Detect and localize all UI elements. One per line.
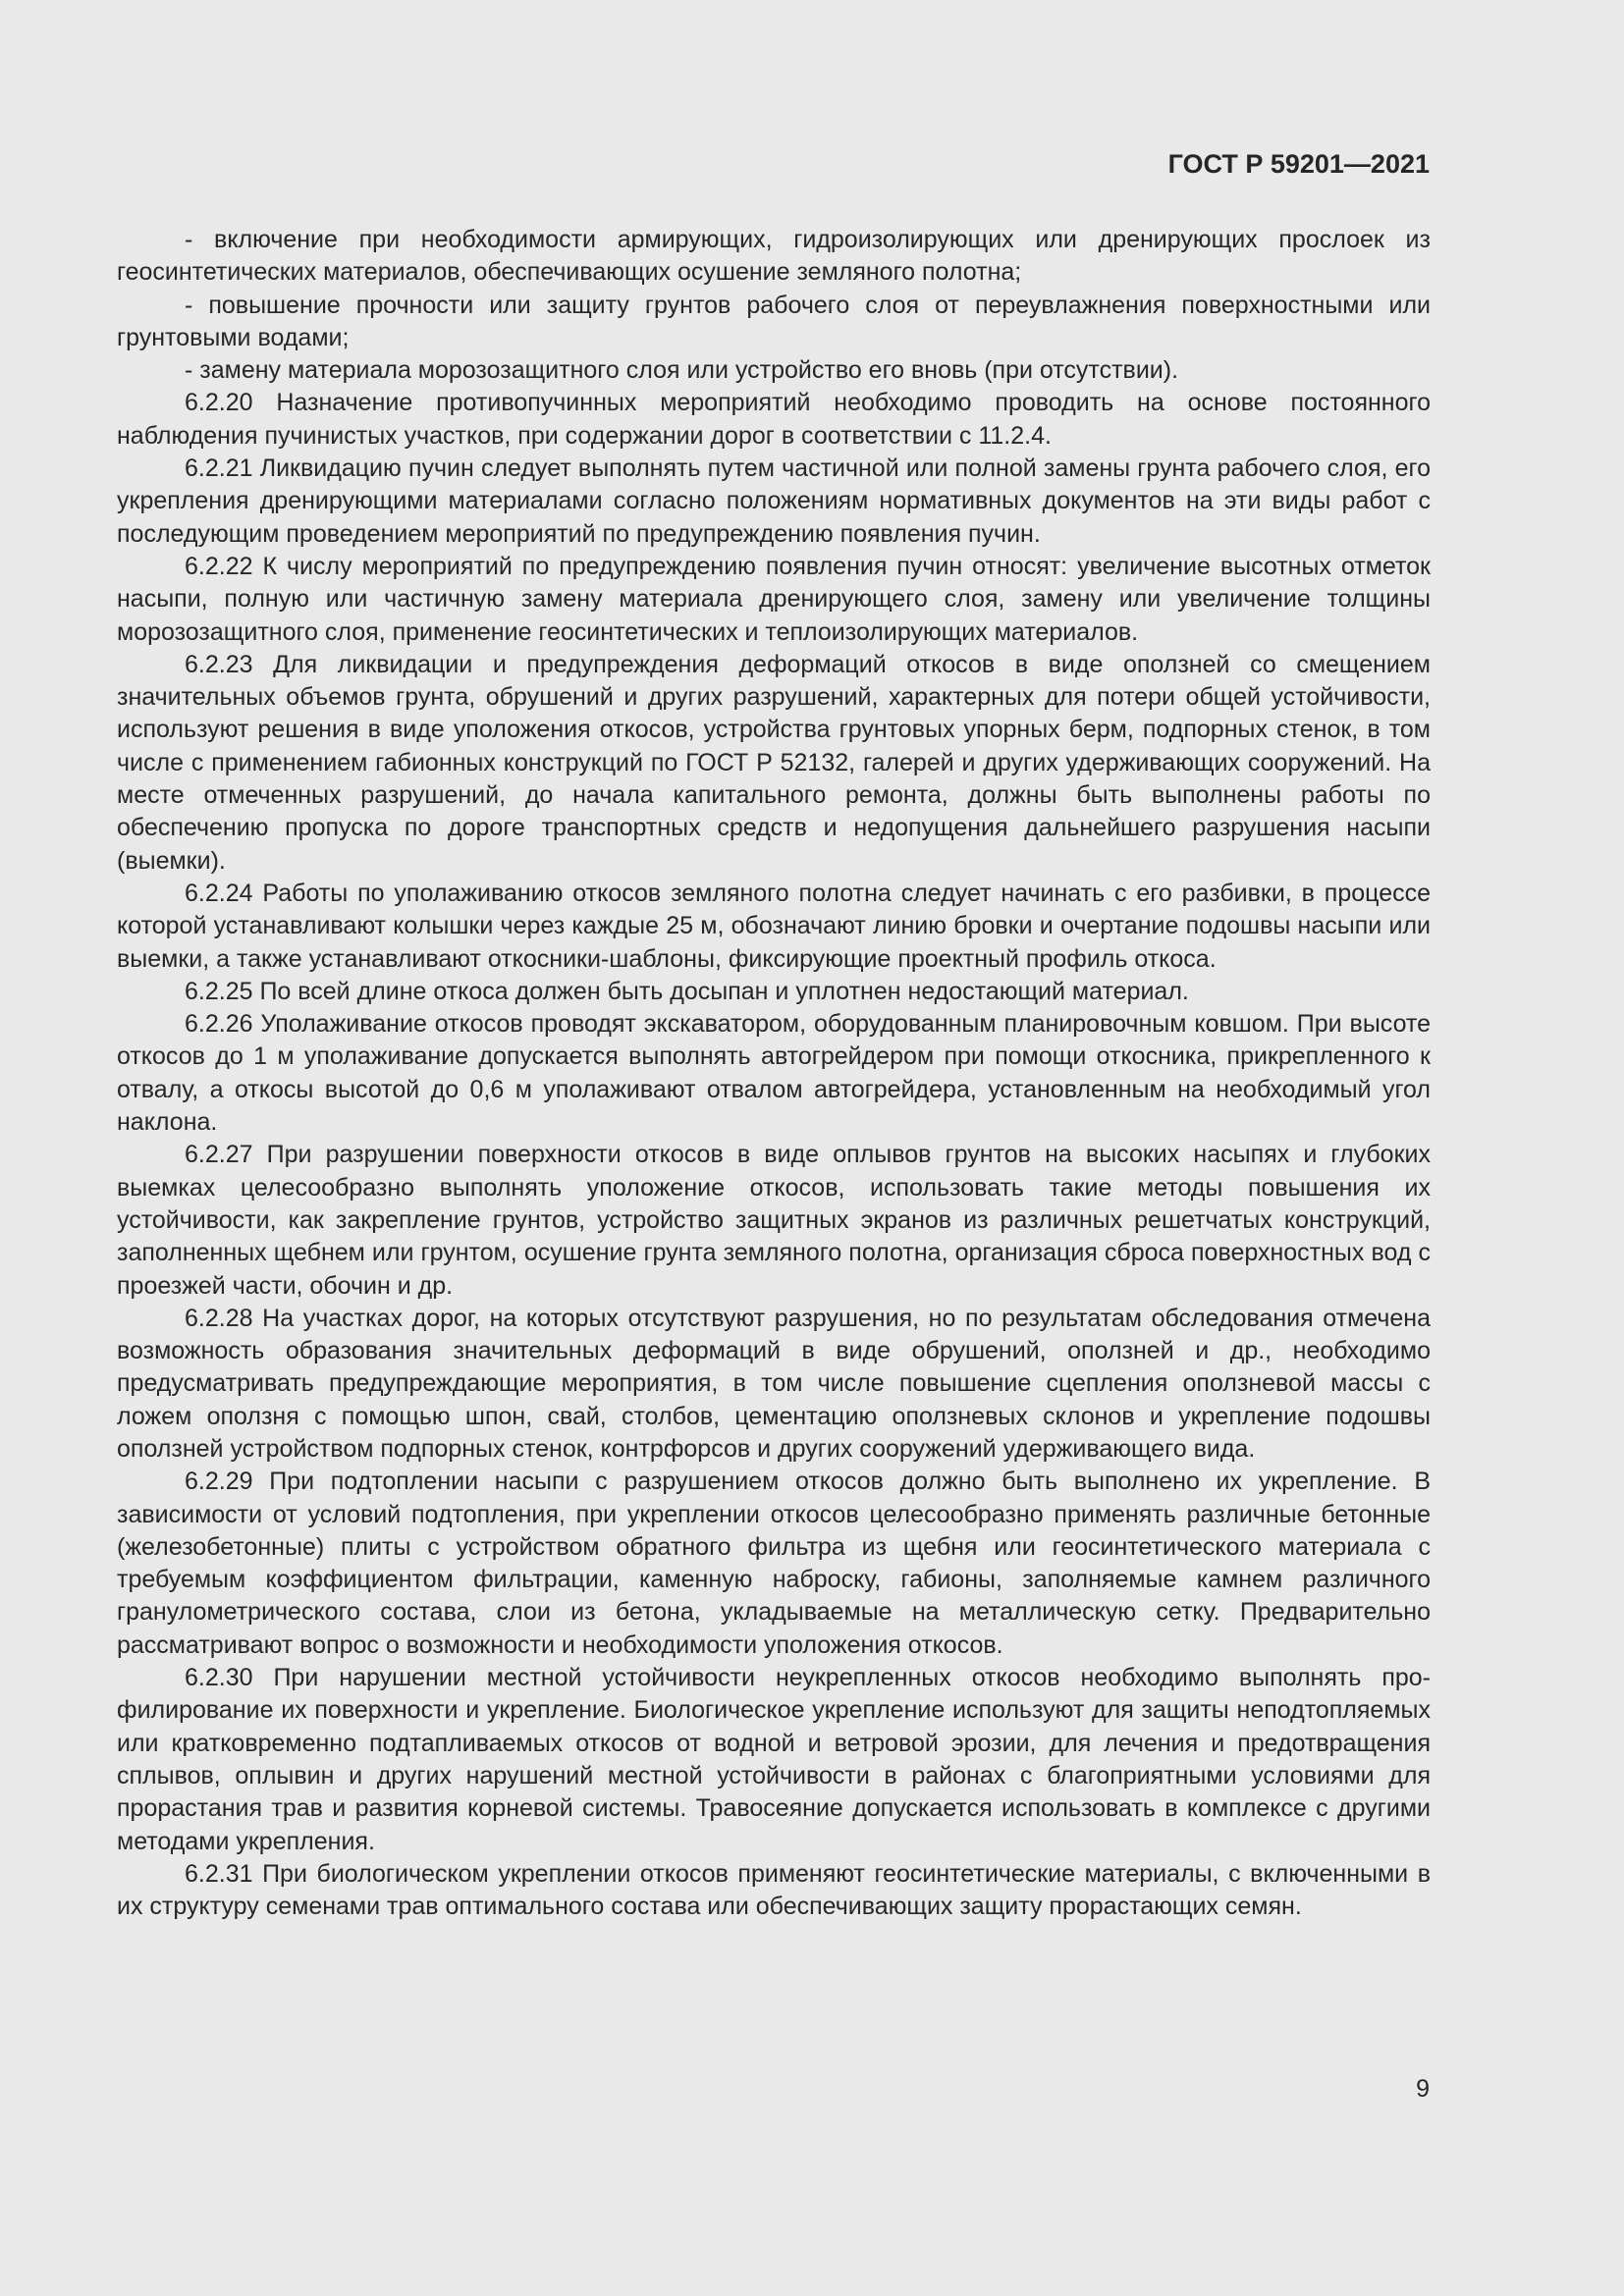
clause-6-2-23: 6.2.23 Для ликвидации и предупреждения деформаций откосов в виде оползней со смещением значительных объемов грунта, обрушений и других разрушений, характерных для потери общей устойчивости, используют решения в виде уположения откосов, устройства грунтовых упорных берм, подпорных стенок, в том числе с применением габионных конструкций по ГОСТ Р 52132, галерей и других удерживающих сооружений. На месте отмеченных разрушений, до начала капитального ремонта, должны быть выполнены работы по обеспечению пропуска по дороге транспортных средств и недопущения дальнейшего разрушения насыпи (выемки). [117,650,1431,875]
standard-code-header: ГОСТ Р 59201—2021 [1167,149,1430,179]
clause-6-2-31: 6.2.31 При биологическом укреплении откосов применяют геосинтетические материалы, с включенными в их структуру семенами трав оптимального состава или обеспечивающих защиту прорастающих семян. [117,1859,1431,1921]
document-body [117,224,1431,1923]
clause-6-2-28: 6.2.28 На участках дорог, на которых отсутствуют разрушения, но по результатам обследования отмечена возможность образования значительных деформаций в виде обрушений, оползней и др., необходимо предусматривать предупреждающие мероприятия, в том числе повышение сцепления оползневой массы с ложем оползня с помощью шпон, свай, столбов, цементацию оползневых склонов и укрепление подошвы оползней устройством подпорных стенок, контрфорсов и других сооружений удерживающего вида. [117,1304,1431,1463]
clause-6-2-22: 6.2.22 К числу мероприятий по предупреждению появления пучин относят: увеличение высотных отметок насыпи, полную или частичную замену материала дренирующего слоя, замену или увеличение толщины морозозащитного слоя, применение геосинтетических и теплоизолирующих материалов. [117,552,1431,646]
clause-6-2-25: 6.2.25 По всей длине откоса должен быть досыпан и уплотнен недостающий материал. [185,977,1189,1005]
clause-6-2-26: 6.2.26 Уполаживание откосов проводят экскаватором, оборудованным планировочным ковшом. При высоте откосов до 1 м уполаживание допускается выполнять автогрейдером при помощи откосника, прикрепленного к отвалу, а откосы высотой до 0,6 м уполаживают отвалом автогрейдера, установленным на необходимый угол наклона. [117,1010,1431,1137]
list-item-frost-layer: - замену материала морозозащитного слоя или устройство его вновь (при отсутствии). [185,356,1179,385]
page-number: 9 [1416,2075,1430,2103]
clause-6-2-21: 6.2.21 Ликвидацию пучин следует выполнять путем частичной или полной замены грунта рабочего слоя, его укрепления дренирующими материалами согласно положениям нормативных документов на эти виды работ с последующим проведением мероприятий по предупреждению появления пучин. [117,454,1431,548]
list-item-reinforcement: - включение при необходимости армирующих, гидроизолирующих или дренирующих прослоек из геосинтетических материалов, обеспечивающих осушение земляного полотна; [117,226,1431,287]
clause-6-2-29: 6.2.29 При подтоплении насыпи с разрушением откосов должно быть выполнено их укрепление. В зависимости от условий подтопления, при укреплении откосов целесообразно применять различные бетонные (железобетонные) плиты с устройством обратного фильтра из щебня или геосинтетического материала с требуемым коэффициентом фильтрации, каменную наброску, габионы, заполняемые камнем различного гранулометрического состава, слои из бетона, укладываемые на металлическую сетку. Предварительно рассматривают вопрос о возможности и необходимости уположения откосов. [117,1468,1431,1659]
clause-6-2-20: 6.2.20 Назначение противопучинных мероприятий необходимо проводить на основе постоянного наблюдения пучинистых участков, при содержании дорог в соответствии с 11.2.4. [117,389,1431,450]
clause-6-2-24: 6.2.24 Работы по уполаживанию откосов земляного полотна следует начинать с его разбивки, в процессе которой устанавливают колышки через каждые 25 м, обозначают линию бровки и очертание подошвы насыпи или выемки, а также устанавливают откосники-шаблоны, фиксирующие проектный профиль откоса. [117,879,1431,973]
clause-6-2-27: 6.2.27 При разрушении поверхности откосов в виде оплывов грунтов на высоких насыпях и глубоких выемках целесообразно выполнять уположение откосов, использовать такие методы повышения их устойчивости, как закрепление грунтов, устройство защитных экранов из различных решетчатых конструкций, заполненных щебнем или грунтом, осушение грунта земляного полотна, организация сброса поверхностных вод с проезжей части, обочин и др. [117,1141,1431,1300]
clause-6-2-30: 6.2.30 При нарушении местной устойчивости неукрепленных откосов необходимо выполнять профилирование их поверхности и укрепление. Биологическое укрепление используют для защиты неподтопляемых или кратковременно подтапливаемых откосов от водной и ветровой эрозии, для лечения и предотвращения сплывов, оплывин и других нарушений местной устойчивости в районах с благоприятными условиями для прорастания трав и развития корневой системы. Травосеяние допускается использовать в комплексе с другими методами укрепления. [117,1664,1431,1855]
list-item-soil-strength: - повышение прочности или защиту грунтов рабочего слоя от переувлажнения поверхностными или грунтовыми водами; [117,291,1431,351]
